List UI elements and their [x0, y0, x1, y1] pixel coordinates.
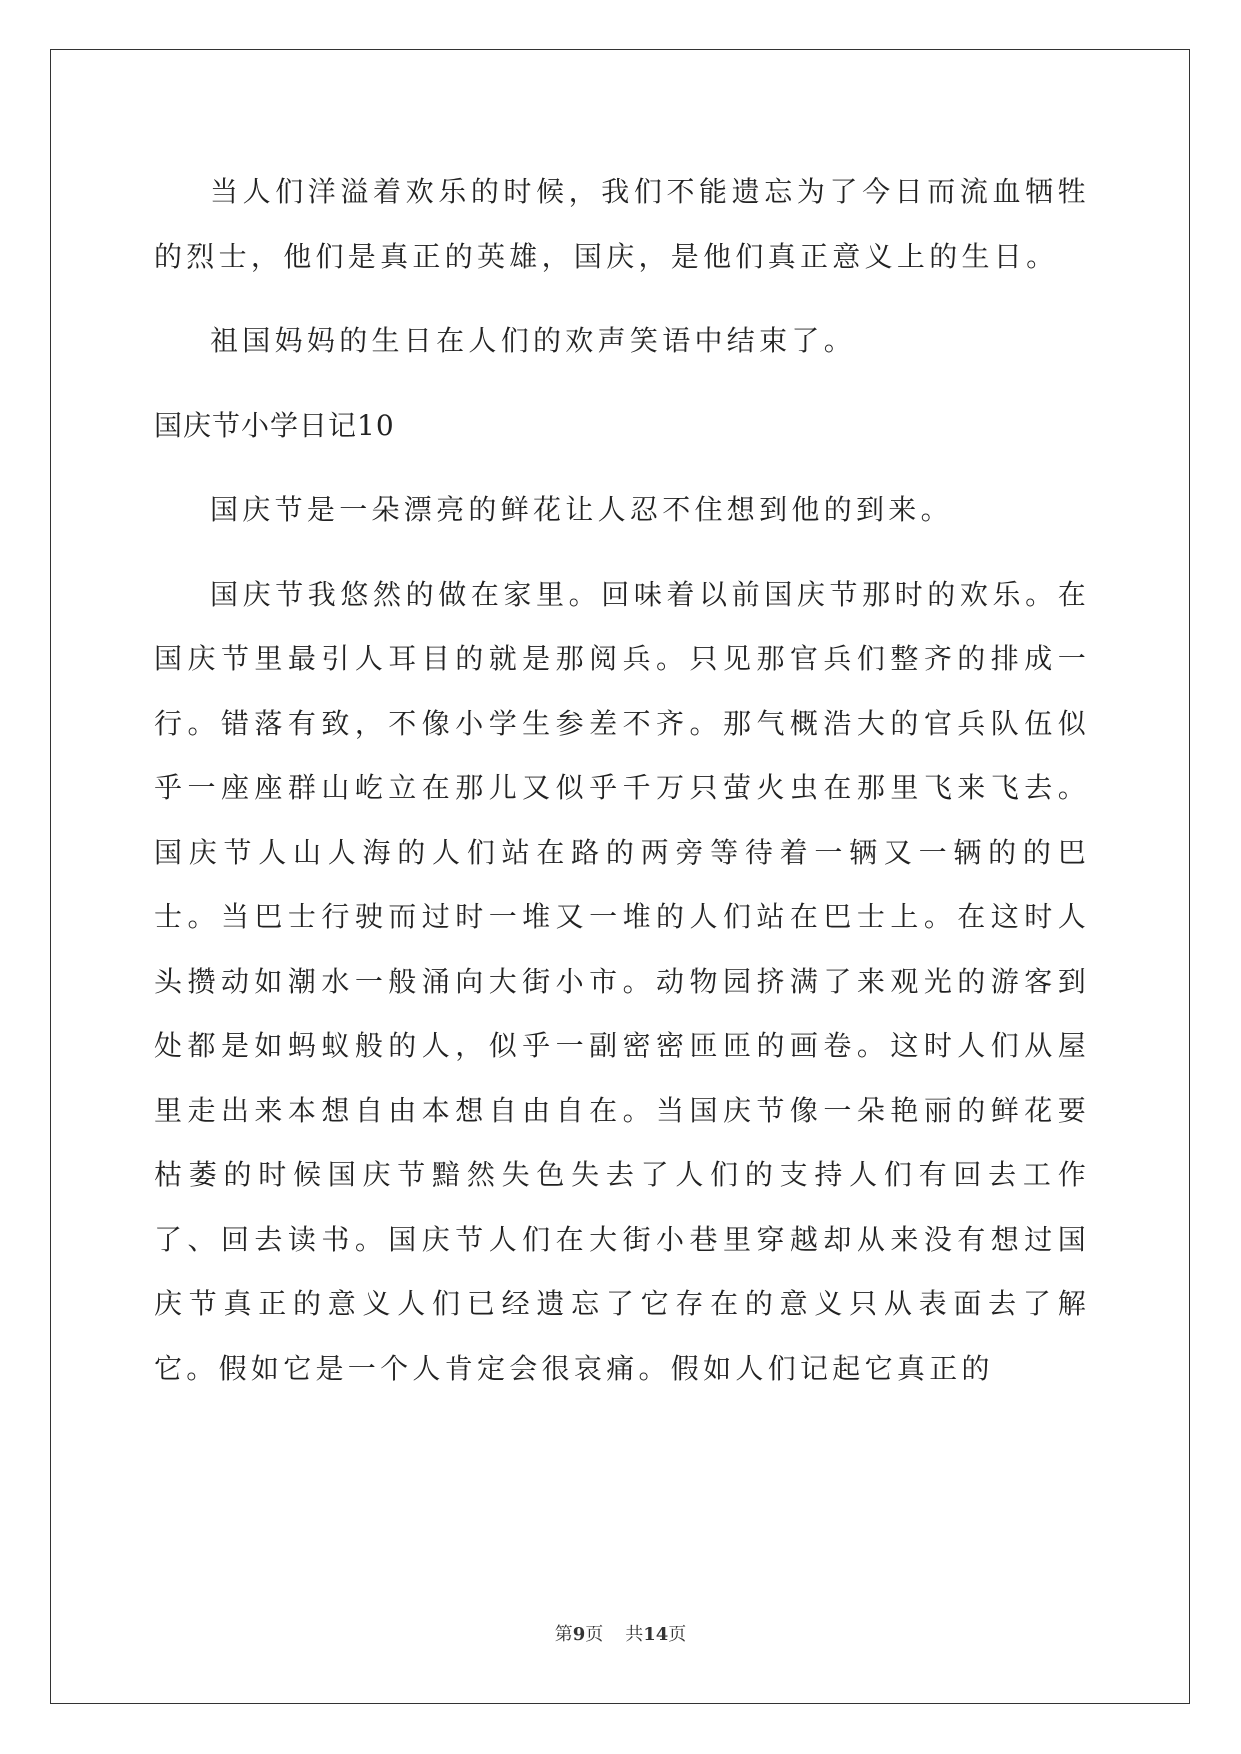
footer-total-prefix: 共 — [625, 1624, 644, 1645]
page-footer — [0, 1620, 1241, 1646]
footer-page-suffix: 页 — [585, 1624, 604, 1645]
paragraph: 国庆节我悠然的做在家里。回味着以前国庆节那时的欢乐。在国庆节里最引人耳目的就是那阅兵。只见那官兵们整齐的排成一行。错落有致，不像小学生参差不齐。那气概浩大的官兵队伍似乎一座座群山屹立在那儿又似乎千万只萤火虫在那里飞来飞去。国庆节人山人海的人们站在路的两旁等待着一辆又一辆的的巴士。当巴士行驶而过时一堆又一堆的人们站在巴士上。在这时人头攒动如潮水一般涌向大街小市。动物园挤满了来观光的游客到处都是如蚂蚁般的人，似乎一副密密匝匝的画卷。这时人们从屋里走出来本想自由本想自由自在。当国庆节像一朵艳丽的鲜花要枯萎的时候国庆节黯然失色失去了人们的支持人们有回去工作了、回去读书。国庆节人们在大街小巷里穿越却从来没有想过国庆节真正的意义人们已经遗忘了它存在的意义只从表面去了解它。假如它是一个人肯定会很哀痛。假如人们记起它真正的 — [154, 577, 1090, 1385]
paragraph: 祖国妈妈的生日在人们的欢声笑语中结束了。 — [210, 324, 857, 357]
section-title: 国庆节小学日记10 — [154, 408, 395, 442]
current-page-number: 9 — [572, 1624, 586, 1645]
footer-total-suffix: 页 — [668, 1624, 687, 1645]
paragraph: 国庆节是一朵漂亮的鲜花让人忍不住想到他的到来。 — [210, 493, 953, 526]
document-body — [154, 160, 1090, 1421]
paragraph: 当人们洋溢着欢乐的时候，我们不能遗忘为了今日而流血牺牲的烈士，他们是真正的英雄，国庆，是他们真正意义上的生日。 — [154, 175, 1090, 273]
total-page-count: 14 — [643, 1624, 669, 1645]
footer-prefix: 第 — [554, 1624, 573, 1645]
